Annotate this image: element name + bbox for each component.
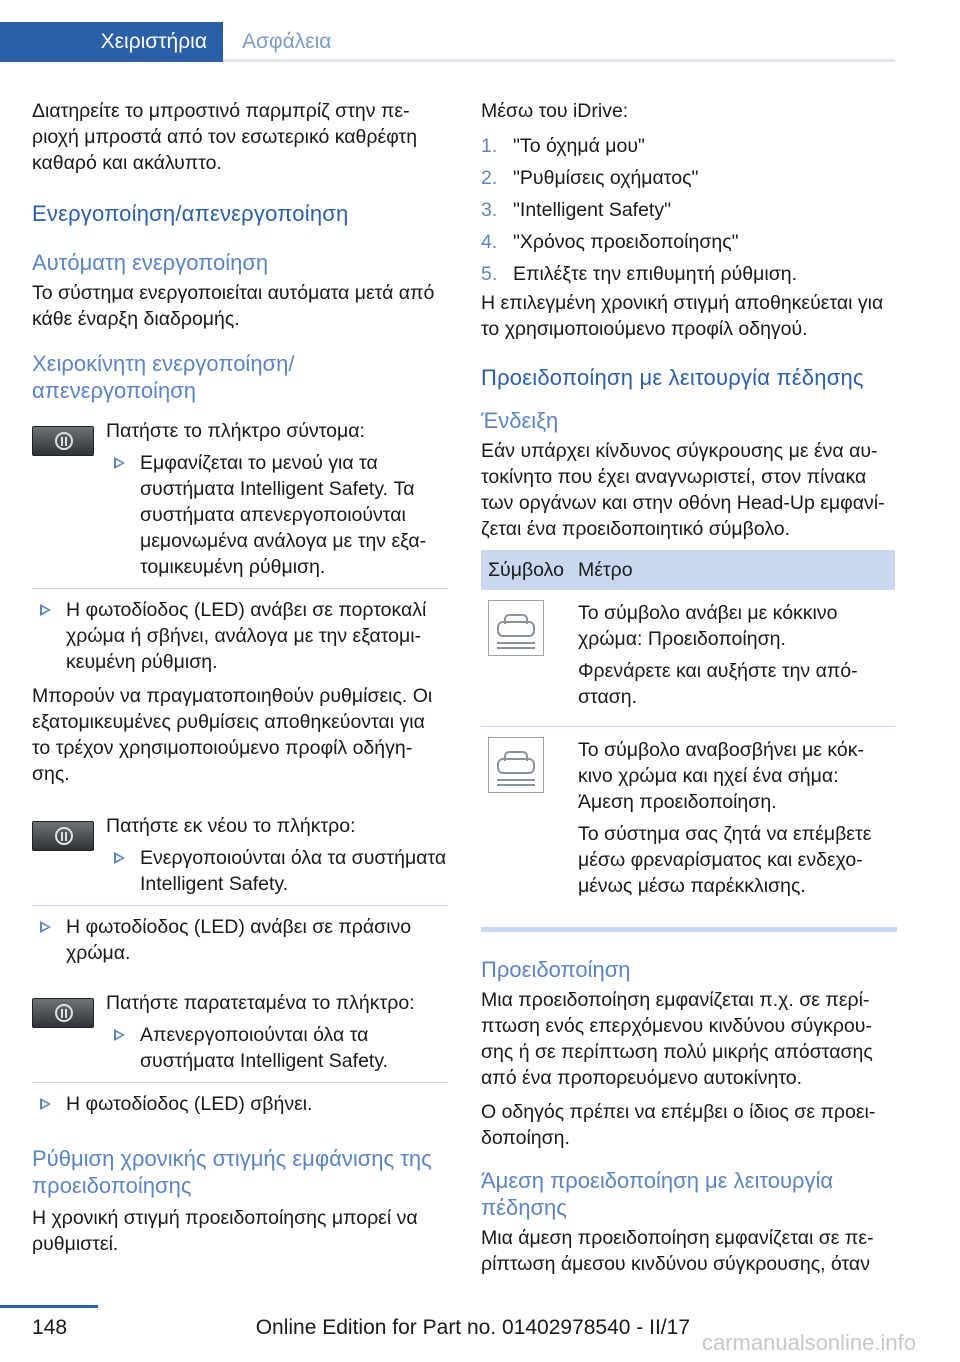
- triangle-bullet-icon: [40, 604, 51, 616]
- tab-safety[interactable]: Ασφάλεια: [242, 30, 332, 53]
- left-column: [32, 98, 448, 1265]
- heading-timing: Ρύθμιση χρονικής στιγμής εμφάνισης της προειδοποίησης: [32, 1146, 432, 1198]
- intelligent-safety-button-icon: [32, 998, 94, 1028]
- list-item: Απενεργοποιούνται όλα τα συστήματα Intelligent Safety.: [106, 1022, 448, 1074]
- triangle-bullet-icon: [114, 852, 125, 864]
- list-item: Η φωτοδίοδος (LED) σβήνει.: [32, 1091, 448, 1117]
- divider: [32, 905, 448, 906]
- col-header-symbol: Σύμβολο: [481, 550, 571, 590]
- via-idrive-text: Μέσω του iDrive:: [481, 100, 629, 122]
- page-number: 148: [32, 1316, 68, 1339]
- section-tabs: [0, 22, 895, 62]
- tab-controls[interactable]: Χειριστήρια: [0, 22, 223, 62]
- auto-activation-text: Το σύστημα ενεργοποιείται αυτόματα μετά από κάθε έναρξη διαδρομής.: [32, 282, 435, 330]
- press-again-block: [32, 813, 448, 897]
- press-short-text: Πατήστε το πλήκτρο σύντομα:: [106, 420, 365, 442]
- footer-rule: [0, 1305, 98, 1308]
- press-long-block: [32, 990, 448, 1074]
- list-item: Ενεργοποιούνται όλα τα συστήματα Intelligent Safety.: [106, 845, 448, 897]
- table-row: Το σύμβολο αναβοσβήνει με κόκ- κινο χρώμα και ηχεί ένα σήμα: Άμεση προειδοποίηση. Το σύστημα σας ζητά να επέμβετε μέσω φρεναρίσματος και ενδεχο- μένως μέσω παρέκκλισης.: [481, 727, 895, 916]
- triangle-bullet-icon: [40, 921, 51, 933]
- list-item: 2. "Ρυθμίσεις οχήματος": [481, 167, 699, 189]
- heading-auto-activation: Αυτόματη ενεργοποίηση: [32, 250, 269, 275]
- car-flashing-warning-icon: [488, 737, 544, 793]
- prewarning-text: Μια προειδοποίηση εμφανίζεται π.χ. σε περί- πτωση ενός επερχόμενου κινδύνου σύγκρου- σης ή σε περίπτωση πολύ μικρής απόστασης από ένα προπορευόμενο αυτοκίνητο.: [481, 989, 873, 1089]
- press-short-block: [32, 418, 448, 580]
- col-header-measure: Μέτρο: [571, 550, 895, 590]
- triangle-bullet-icon: [114, 457, 125, 469]
- list-item: 5. Επιλέξτε την επιθυμητή ρύθμιση.: [481, 263, 797, 285]
- list-item: Η φωτοδίοδος (LED) ανάβει σε πορτοκαλί χρώμα ή σβήνει, ανάλογα με την εξατομι- κευμένη ρύθμιση.: [32, 597, 448, 675]
- idrive-steps-list: [481, 130, 897, 290]
- list-item: Η φωτοδίοδος (LED) ανάβει σε πράσινο χρώμα.: [32, 914, 448, 966]
- timing-text: Η χρονική στιγμή προειδοποίησης μπορεί να ρυθμιστεί.: [32, 1207, 418, 1255]
- triangle-bullet-icon: [114, 1029, 125, 1041]
- heading-activation: Ενεργοποίηση/απενεργοποίηση: [32, 201, 349, 226]
- list-item: 3. "Intelligent Safety": [481, 199, 672, 221]
- heading-manual-activation: Χειροκίνητη ενεργοποίηση/ απενεργοποίηση: [32, 351, 295, 403]
- heading-prewarning: Προειδοποίηση: [481, 957, 631, 982]
- intro-paragraph: Διατηρείτε το μπροστινό παρμπρίζ στην πε- ριοχή μπροστά από τον εσωτερικό καθρέφτη καθαρό και ακάλυπτο.: [32, 100, 418, 174]
- triangle-bullet-icon: [40, 1098, 51, 1110]
- display-text: Εάν υπάρχει κίνδυνος σύγκρουσης με ένα αυ- τοκίνητο που έχει αναγνωριστεί, στον πίνακα των οργάνων και στην οθόνη Head-Up εμφανί- ζεται ένα προειδοποιητικό σύμβολο.: [481, 440, 885, 540]
- heading-display: Ένδειξη: [481, 408, 559, 433]
- edition-note: Online Edition for Part no. 01402978540 - II/17: [255, 1316, 690, 1339]
- list-item: 1. "Το όχημά μου": [481, 135, 645, 157]
- acute-text: Μια άμεση προειδοποίηση εμφανίζεται σε πε- ρίπτωση άμεσου κινδύνου σύγκρουσης, όταν: [481, 1227, 874, 1275]
- heading-braking-warning: Προειδοποίηση με λειτουργία πέδησης: [481, 365, 864, 390]
- settings-paragraph: Μπορούν να πραγματοποιηθούν ρυθμίσεις. Οι εξατομικευμένες ρυθμίσεις αποθηκεύονται για το τρέχον χρησιμοποιούμενο προφίλ οδήγη- σης.: [32, 685, 433, 785]
- intelligent-safety-button-icon: [32, 821, 94, 851]
- list-item: Εμφανίζεται το μενού για τα συστήματα Intelligent Safety. Τα συστήματα απενεργοποιούνται μεμονωμένα ανάλογα με την εξα- τομικευμένη ρύθμιση.: [106, 450, 448, 580]
- divider: [32, 588, 448, 589]
- list-item: 4. "Χρόνος προειδοποίησης": [481, 231, 739, 253]
- car-warning-icon: [488, 600, 544, 656]
- symbol-table: [481, 550, 895, 915]
- saved-text: Η επιλεγμένη χρονική στιγμή αποθηκεύεται για το χρησιμοποιούμενο προφίλ οδηγού.: [481, 292, 884, 340]
- heading-acute-warning: Άμεση προειδοποίηση με λειτουργία πέδησης: [481, 1168, 834, 1220]
- press-long-text: Πατήστε παρατεταμένα το πλήκτρο:: [106, 992, 415, 1014]
- table-row: Το σύμβολο ανάβει με κόκκινο χρώμα: Προειδοποίηση. Φρενάρετε και αυξήστε την από- σταση.: [481, 590, 895, 727]
- press-again-text: Πατήστε εκ νέου το πλήκτρο:: [106, 815, 356, 837]
- watermark: carmanualsonline.info: [701, 1330, 916, 1355]
- driver-text: Ο οδηγός πρέπει να επέμβει ο ίδιος σε προει- δοποίηση.: [481, 1101, 876, 1149]
- table-bottom-rule: [481, 927, 897, 932]
- intelligent-safety-button-icon: [32, 426, 94, 456]
- divider: [32, 1082, 448, 1083]
- right-column: [481, 98, 897, 1285]
